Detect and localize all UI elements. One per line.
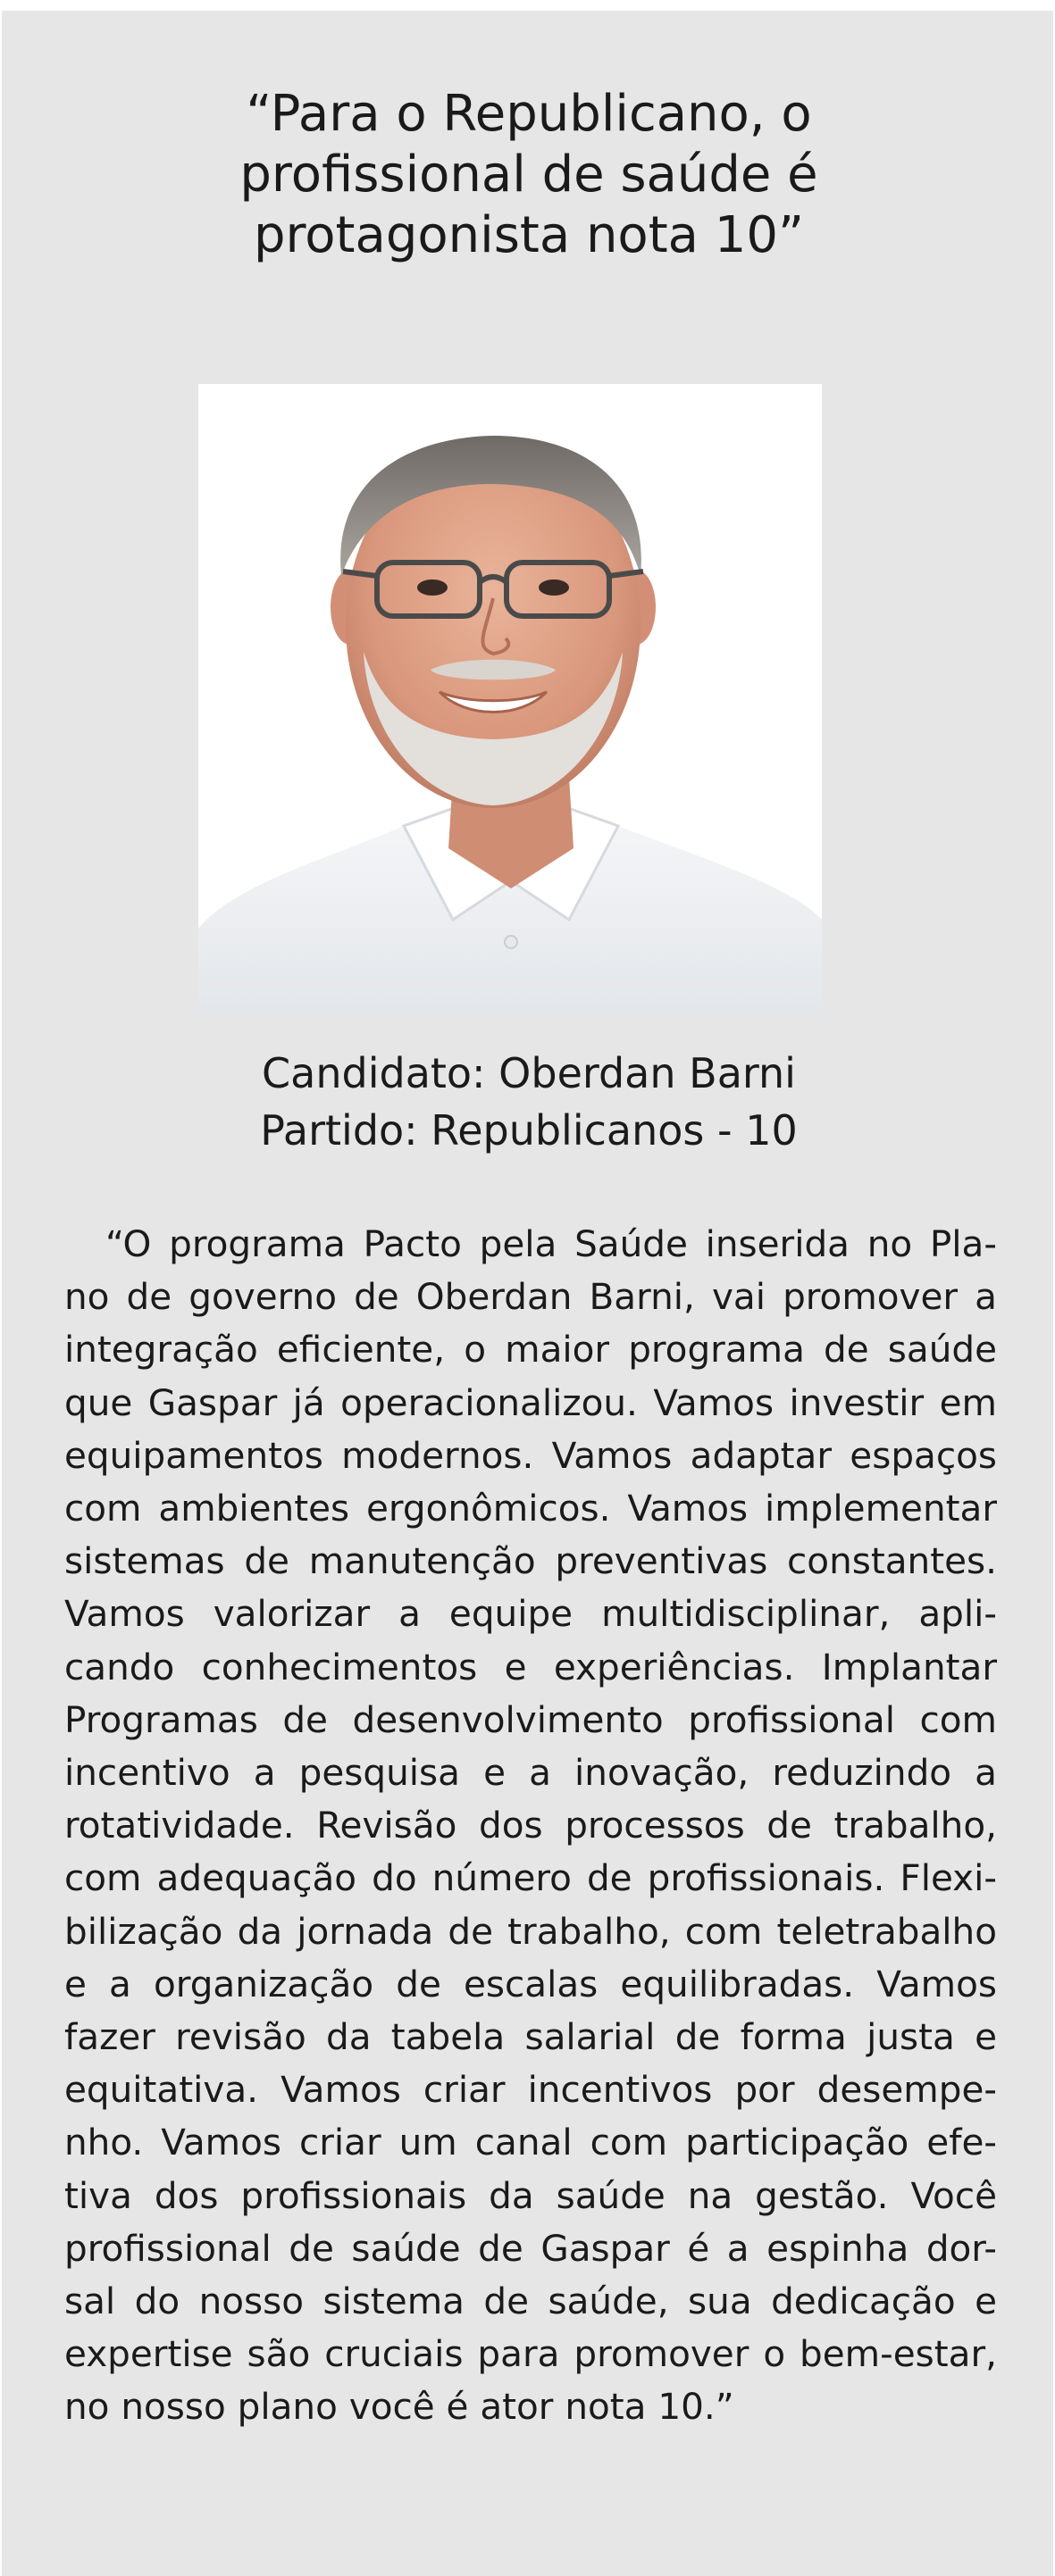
candidate-party: Partido: Republicanos - 10 (260, 1106, 798, 1155)
quote-line: nho. Vamos criar um canal com participação efe- (64, 2121, 997, 2164)
quote-line: Vamos valorizar a equipe multidisciplinar, apli- (64, 1592, 997, 1636)
quote-line: tiva dos profissionais da saúde na gestão. Você (64, 2173, 997, 2217)
quote-line: Programas de desenvolvimento profissional com (64, 1697, 997, 1741)
quote-line: rotatividade. Revisão dos processos de trabalho, (64, 1804, 997, 1847)
headline-line: protagonista nota 10” (253, 206, 805, 264)
quote-line: integração eficiente, o maior programa de saúde (64, 1328, 997, 1371)
quote-line: no nosso plano você é ator nota 10.” (64, 2385, 734, 2429)
quote-line: e a organização de escalas equilibradas. Vamos (64, 1962, 997, 2005)
headline-line: “Para o Republicano, o (246, 85, 812, 143)
quote-line: com ambientes ergonômicos. Vamos implementar (64, 1487, 997, 1530)
quote-line: fazer revisão da tabela salarial de forma justa e (64, 2015, 997, 2059)
quote-line: “O programa Pacto pela Saúde inserida no Pla- (105, 1222, 997, 1265)
quote-line: equipamentos modernos. Vamos adaptar espaços (64, 1433, 997, 1477)
quote-line: sal do nosso sistema de saúde, sua dedicação e (64, 2280, 997, 2323)
quote-line: profissional de saúde de Gaspar é a espinha dor- (64, 2226, 997, 2270)
quote-line: equitativa. Vamos criar incentivos por desempe- (64, 2068, 997, 2112)
quote-line: com adequação do número de profissionais. Flexi- (64, 1856, 997, 1900)
quote-paragraph (64, 1218, 997, 2434)
candidate-info (82, 1045, 975, 1159)
candidate-name: Candidato: Oberdan Barni (262, 1049, 796, 1097)
headline (82, 84, 975, 266)
portrait-illustration (198, 384, 822, 1014)
quote-line: que Gaspar já operacionalizou. Vamos investir em (64, 1380, 997, 1424)
quote-line: no de governo de Oberdan Barni, vai promover a (64, 1275, 997, 1319)
quote-line: cando conhecimentos e experiências. Implantar (64, 1645, 997, 1688)
quote-line: bilização da jornada de trabalho, com teletrabalho (64, 1909, 997, 1953)
quote-line: expertise são cruciais para promover o bem-estar, (64, 2332, 997, 2376)
article-panel (2, 11, 1053, 2576)
headline-line: profissional de saúde é (239, 146, 818, 204)
quote-line: sistemas de manutenção preventivas constantes. (64, 1539, 997, 1583)
candidate-photo (198, 384, 822, 1014)
quote-line: incentivo a pesquisa e a inovação, reduzindo a (64, 1751, 997, 1795)
